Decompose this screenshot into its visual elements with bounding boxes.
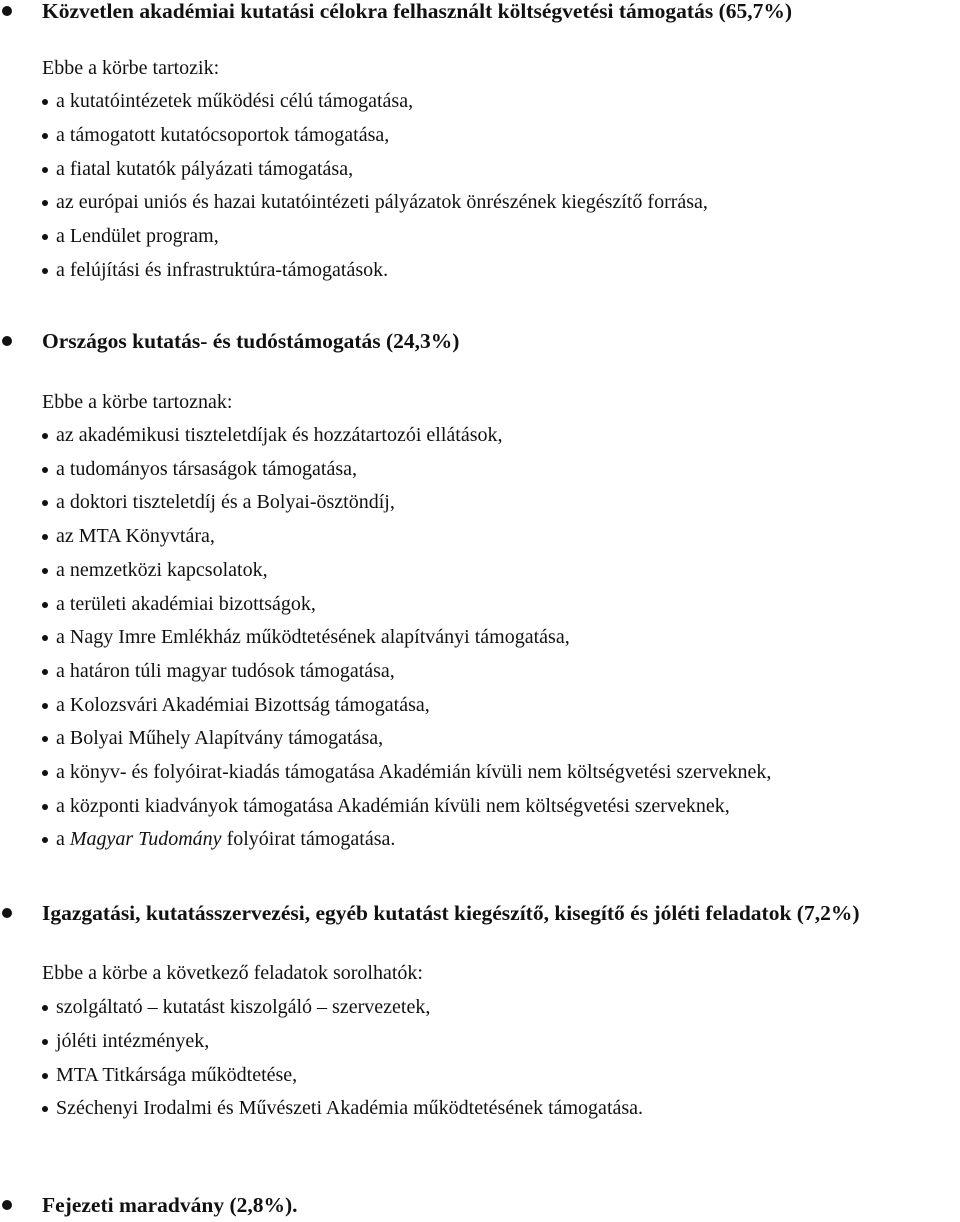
item-list	[0, 419, 960, 857]
bullet-icon	[42, 1039, 48, 1045]
section-intro: Ebbe a körbe tartozik:	[42, 57, 220, 79]
list-item: MTA Titkársága működtetése,	[0, 1059, 960, 1093]
list-item: a fiatal kutatók pályázati támogatása,	[0, 153, 960, 187]
bullet-icon	[42, 234, 48, 240]
list-item: a területi akadémiai bizottságok,	[0, 588, 960, 622]
bullet-icon	[42, 804, 48, 810]
list-item: a Kolozsvári Akadémiai Bizottság támogatása,	[0, 689, 960, 723]
bullet-icon	[42, 534, 48, 540]
section-header	[0, 1190, 960, 1220]
list-item: a könyv- és folyóirat-kiadás támogatása Akadémián kívüli nem költségvetési szerveknek,	[0, 756, 960, 790]
list-item: az akadémikusi tiszteletdíjak és hozzátartozói ellátások,	[0, 419, 960, 453]
bullet-icon	[2, 6, 12, 16]
bullet-icon	[42, 736, 48, 742]
section-residual	[0, 1190, 960, 1220]
bullet-icon	[42, 1005, 48, 1011]
section-national-research-support	[0, 326, 960, 857]
section-direct-research	[0, 0, 960, 288]
bullet-icon	[42, 568, 48, 574]
section-title: Közvetlen akadémiai kutatási célokra felhasznált költségvetési támogatás (65,7%)	[42, 0, 793, 23]
bullet-icon	[42, 167, 48, 173]
bullet-icon	[42, 433, 48, 439]
list-item: az európai uniós és hazai kutatóintézeti pályázatok önrészének kiegészítő forrása,	[0, 186, 960, 220]
list-item: a felújítási és infrastruktúra-támogatások.	[0, 254, 960, 288]
list-item: jóléti intézmények,	[0, 1025, 960, 1059]
bullet-icon	[42, 635, 48, 641]
section-header	[0, 898, 960, 928]
list-item: Széchenyi Irodalmi és Művészeti Akadémia működtetésének támogatása.	[0, 1092, 960, 1126]
section-header	[0, 0, 960, 26]
section-title: Igazgatási, kutatásszervezési, egyéb kutatást kiegészítő, kisegítő és jóléti feladatok (7,2%)	[42, 901, 860, 925]
list-item: a doktori tiszteletdíj és a Bolyai-ösztöndíj,	[0, 486, 960, 520]
bullet-icon	[42, 1106, 48, 1112]
bullet-icon	[42, 99, 48, 105]
section-header	[0, 326, 960, 356]
bullet-icon	[2, 1200, 12, 1210]
list-item: a kutatóintézetek működési célú támogatása,	[0, 85, 960, 119]
bullet-icon	[42, 837, 48, 843]
bullet-icon	[42, 200, 48, 206]
bullet-icon	[42, 467, 48, 473]
bullet-icon	[42, 703, 48, 709]
list-item: a támogatott kutatócsoportok támogatása,	[0, 119, 960, 153]
bullet-icon	[42, 669, 48, 675]
list-item: a tudományos társaságok támogatása,	[0, 453, 960, 487]
list-item: a Magyar Tudomány folyóirat támogatása.	[0, 823, 960, 857]
bullet-icon	[42, 133, 48, 139]
section-title: Országos kutatás- és tudóstámogatás (24,3%)	[42, 329, 460, 353]
item-list	[0, 991, 960, 1126]
section-intro: Ebbe a körbe a következő feladatok sorolhatók:	[42, 962, 423, 984]
bullet-icon	[2, 908, 12, 918]
section-administration	[0, 898, 960, 1126]
list-item: a Lendület program,	[0, 220, 960, 254]
bullet-icon	[42, 602, 48, 608]
journal-title: Magyar Tudomány	[69, 828, 222, 851]
list-item: a határon túli magyar tudósok támogatása,	[0, 655, 960, 689]
bullet-icon	[42, 770, 48, 776]
section-intro: Ebbe a körbe tartoznak:	[42, 391, 233, 413]
item-list	[0, 85, 960, 288]
bullet-icon	[42, 500, 48, 506]
bullet-icon	[42, 1073, 48, 1079]
list-item: az MTA Könyvtára,	[0, 520, 960, 554]
bullet-icon	[2, 336, 12, 346]
list-item: a Bolyai Műhely Alapítvány támogatása,	[0, 722, 960, 756]
list-item: a központi kiadványok támogatása Akadémián kívüli nem költségvetési szerveknek,	[0, 790, 960, 824]
bullet-icon	[42, 268, 48, 274]
list-item: a nemzetközi kapcsolatok,	[0, 554, 960, 588]
list-item: szolgáltató – kutatást kiszolgáló – szervezetek,	[0, 991, 960, 1025]
section-title: Fejezeti maradvány (2,8%).	[42, 1193, 298, 1217]
list-item: a Nagy Imre Emlékház működtetésének alapítványi támogatása,	[0, 621, 960, 655]
